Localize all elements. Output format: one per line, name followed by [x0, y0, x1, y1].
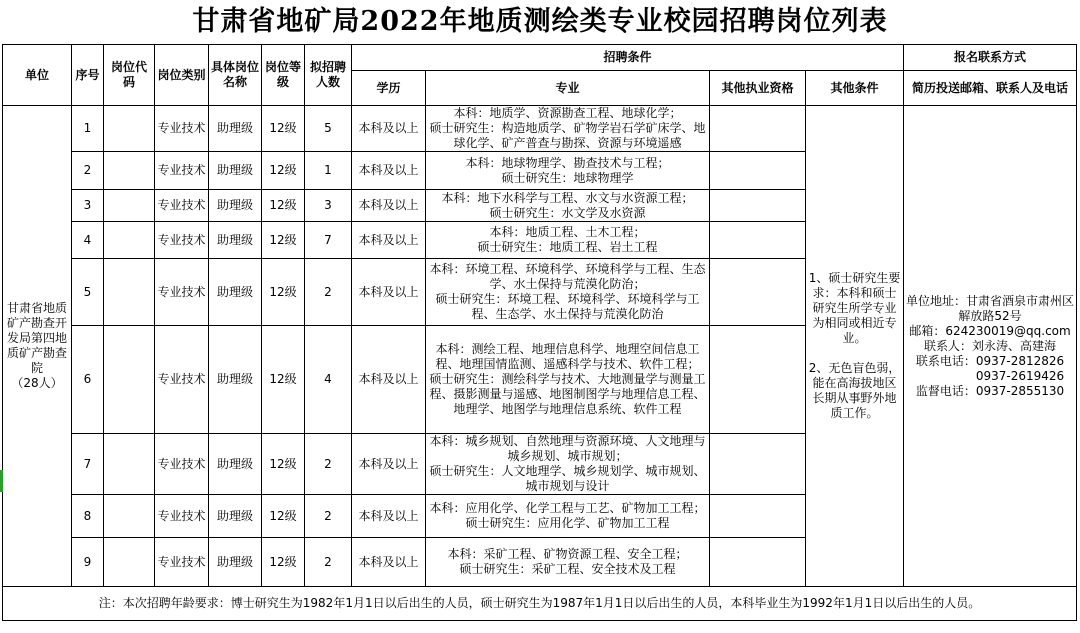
row-level: 12级 — [262, 190, 305, 222]
page-title: 甘肃省地矿局2022年地质测绘类专业校园招聘岗位列表 — [192, 6, 888, 37]
row-license — [710, 538, 806, 587]
row-code — [104, 222, 155, 259]
row-level: 12级 — [262, 106, 305, 152]
header-contact-group: 报名联系方式 — [904, 45, 1077, 71]
row-count: 2 — [305, 259, 352, 326]
header-conditions: 招聘条件 — [352, 45, 904, 71]
row-position: 助理级 — [209, 152, 262, 190]
row-level: 12级 — [262, 222, 305, 259]
row-major: 本科：地下水科学与工程、水文与水资源工程； 硕士研究生：水文学及水资源 — [426, 190, 710, 222]
header-major: 专业 — [426, 71, 710, 106]
row-category: 专业技术 — [155, 106, 209, 152]
row-major: 本科：地质工程、土木工程； 硕士研究生：地质工程、岩土工程 — [426, 222, 710, 259]
header-level: 岗位等级 — [262, 45, 305, 106]
row-code — [104, 326, 155, 434]
row-position: 助理级 — [209, 495, 262, 538]
row-count: 2 — [305, 434, 352, 495]
row-seq: 1 — [72, 106, 104, 152]
header-license: 其他执业资格 — [710, 71, 806, 106]
footnote: 注：本次招聘年龄要求：博士研究生为1982年1月1日以后出生的人员，硕士研究生为1987年1月1日以后出生的人员，本科毕业生为1992年1月1日以后出生的人员。 — [3, 587, 1077, 621]
row-major: 本科：测绘工程、地理信息科学、地理空间信息工程、地理国情监测、遥感科学与技术、软件工程； 硕士研究生：测绘科学与技术、大地测量学与测量工程、摄影测量与遥感、地图制图学与地理信息工程、地理学、地图学与地理信息系统、软件工程 — [426, 326, 710, 434]
row-count: 7 — [305, 222, 352, 259]
row-major: 本科：城乡规划、自然地理与资源环境、人文地理与城乡规划、城市规划； 硕士研究生：人文地理学、城乡规划学、城市规划、城市规划与设计 — [426, 434, 710, 495]
row-seq: 6 — [72, 326, 104, 434]
row-level: 12级 — [262, 434, 305, 495]
row-position: 助理级 — [209, 326, 262, 434]
row-category: 专业技术 — [155, 259, 209, 326]
row-level: 12级 — [262, 326, 305, 434]
row-education: 本科及以上 — [352, 495, 426, 538]
selection-marker — [0, 470, 3, 492]
header-position: 具体岗位名称 — [209, 45, 262, 106]
row-education: 本科及以上 — [352, 190, 426, 222]
row-license — [710, 222, 806, 259]
contact-info: 单位地址：甘肃省酒泉市肃州区解放路52号 邮箱：624230019@qq.com 联系人：刘永涛、高建海 联系电话：0937-2812826 0937-2619426 监督电话：0937-2855130 — [904, 106, 1077, 587]
row-category: 专业技术 — [155, 152, 209, 190]
row-code — [104, 106, 155, 152]
row-seq: 3 — [72, 190, 104, 222]
row-license — [710, 190, 806, 222]
row-count: 4 — [305, 326, 352, 434]
row-education: 本科及以上 — [352, 222, 426, 259]
row-license — [710, 495, 806, 538]
header-unit: 单位 — [3, 45, 72, 106]
other-conditions: 1、硕士研究生要求：本科和硕士研究生所学专业为相同或相近专业。 2、无色盲色弱，能在高海拔地区长期从事野外地质工作。 — [806, 106, 904, 587]
row-education: 本科及以上 — [352, 326, 426, 434]
row-seq: 9 — [72, 538, 104, 587]
row-count: 2 — [305, 495, 352, 538]
row-position: 助理级 — [209, 190, 262, 222]
row-major: 本科：环境工程、环境科学、环境科学与工程、生态学、水土保持与荒漠化防治； 硕士研究生：环境工程、环境科学、环境科学与工程、生态学、水土保持与荒漠化防治 — [426, 259, 710, 326]
row-license — [710, 259, 806, 326]
row-level: 12级 — [262, 495, 305, 538]
row-category: 专业技术 — [155, 495, 209, 538]
row-category: 专业技术 — [155, 222, 209, 259]
row-code — [104, 495, 155, 538]
row-code — [104, 152, 155, 190]
row-seq: 7 — [72, 434, 104, 495]
row-seq: 4 — [72, 222, 104, 259]
row-license — [710, 106, 806, 152]
row-count: 1 — [305, 152, 352, 190]
row-seq: 8 — [72, 495, 104, 538]
unit-name: 甘肃省地质矿产勘查开发局第四地质矿产勘查院 （28人） — [3, 106, 72, 587]
header-seq: 序号 — [72, 45, 104, 106]
row-position: 助理级 — [209, 538, 262, 587]
row-level: 12级 — [262, 538, 305, 587]
row-category: 专业技术 — [155, 434, 209, 495]
header-contact: 简历投送邮箱、联系人及电话 — [904, 71, 1077, 106]
row-category: 专业技术 — [155, 538, 209, 587]
row-education: 本科及以上 — [352, 152, 426, 190]
row-license — [710, 434, 806, 495]
row-count: 3 — [305, 190, 352, 222]
row-code — [104, 190, 155, 222]
row-license — [710, 326, 806, 434]
row-education: 本科及以上 — [352, 538, 426, 587]
row-major: 本科：地质学、资源勘查工程、地球化学； 硕士研究生：构造地质学、矿物学岩石学矿床学、地球化学、矿产普查与勘探、资源与环境遥感 — [426, 106, 710, 152]
row-position: 助理级 — [209, 259, 262, 326]
recruitment-table — [2, 44, 1077, 621]
row-position: 助理级 — [209, 106, 262, 152]
row-count: 2 — [305, 538, 352, 587]
row-level: 12级 — [262, 259, 305, 326]
row-education: 本科及以上 — [352, 434, 426, 495]
row-category: 专业技术 — [155, 326, 209, 434]
header-category: 岗位类别 — [155, 45, 209, 106]
row-education: 本科及以上 — [352, 106, 426, 152]
row-seq: 2 — [72, 152, 104, 190]
row-count: 5 — [305, 106, 352, 152]
row-code — [104, 259, 155, 326]
row-code — [104, 538, 155, 587]
row-code — [104, 434, 155, 495]
row-category: 专业技术 — [155, 190, 209, 222]
row-education: 本科及以上 — [352, 259, 426, 326]
header-count: 拟招聘人数 — [305, 45, 352, 106]
row-major: 本科：应用化学、化学工程与工艺、矿物加工工程； 硕士研究生：应用化学、矿物加工工程 — [426, 495, 710, 538]
row-seq: 5 — [72, 259, 104, 326]
row-license — [710, 152, 806, 190]
header-education: 学历 — [352, 71, 426, 106]
row-level: 12级 — [262, 152, 305, 190]
row-position: 助理级 — [209, 222, 262, 259]
row-major: 本科：地球物理学、勘查技术与工程； 硕士研究生：地球物理学 — [426, 152, 710, 190]
header-code: 岗位代码 — [104, 45, 155, 106]
row-position: 助理级 — [209, 434, 262, 495]
row-major: 本科：采矿工程、矿物资源工程、安全工程； 硕士研究生：采矿工程、安全技术及工程 — [426, 538, 710, 587]
header-other: 其他条件 — [806, 71, 904, 106]
